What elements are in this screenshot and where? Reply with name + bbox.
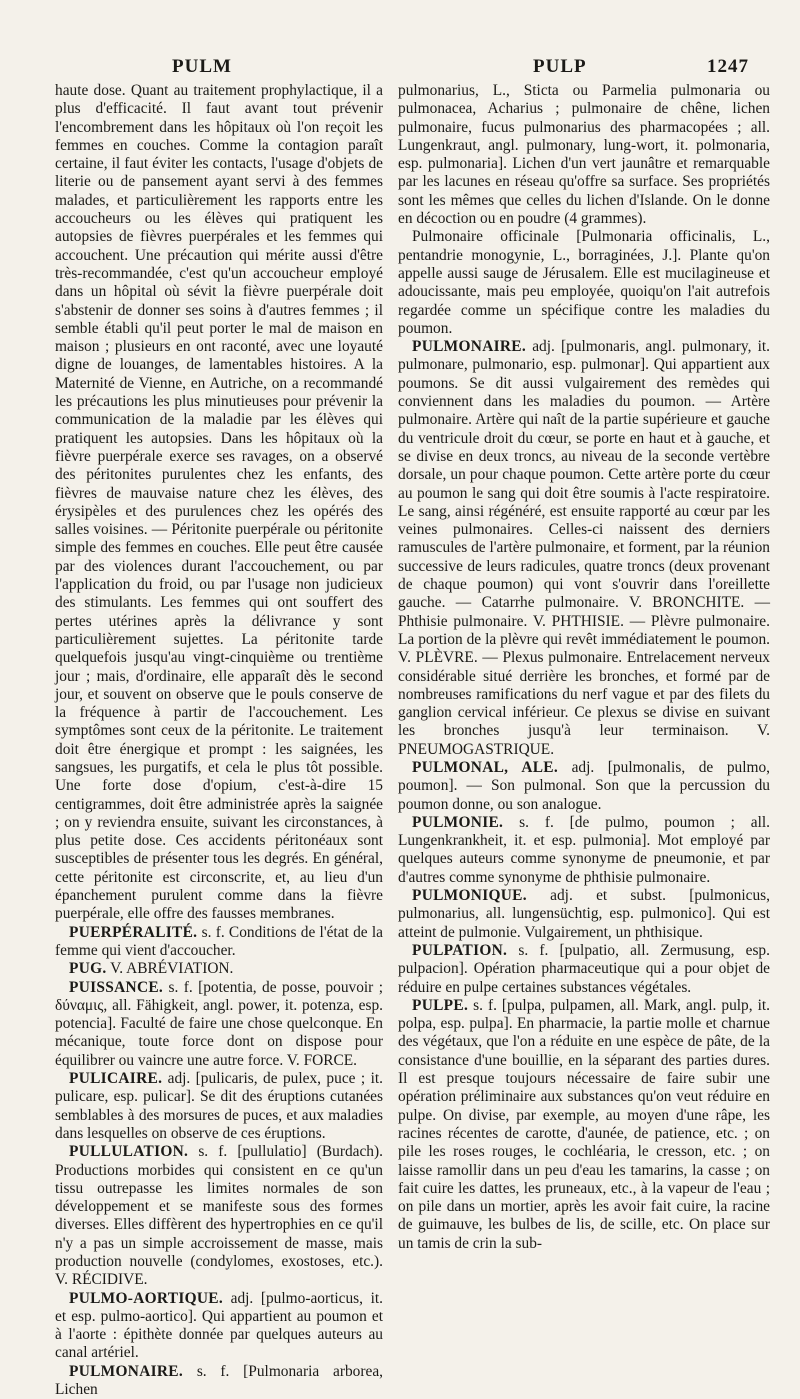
dictionary-entry <box>55 1143 383 1289</box>
entry-text: Pulmonaire officinale [Pulmonaria officinalis, L., pentandrie monogynie, L., borraginées, J.]. Plante qu'on appelle aussi sauge de Jérusalem. Elle est mucilagineuse et adoucissante, mais peu employée, quoiqu'on l'ait autrefois regardée comme un spécifique contre les maladies du poumon. <box>398 228 770 337</box>
dictionary-entry <box>398 814 770 887</box>
page-number: 1247 <box>707 56 749 77</box>
headword: PULICAIRE. <box>69 1070 163 1088</box>
headword: PULMONAIRE. <box>69 1362 184 1380</box>
headword: PULLULATION. <box>69 1143 189 1161</box>
entry-continuation <box>55 82 383 924</box>
entry-text: adj. [pulmonaris, angl. pulmonary, it. pulmonare, pulmonario, esp. pulmonar]. Qui appartient aux poumons. Se dit aussi vulgairement des remèdes qui conviennent dans les maladies du poumon. — Artère pulmonaire. Artère qui naît de la partie supérieure et gauche du ventricule droit du cœur, se porte en haut et à gauche, et se divise en deux troncs, au niveau de la seconde vertèbre dorsale, un pour chaque poumon. Cette artère porte du cœur au poumon le sang qui doit être soumis à l'acte respiratoire. Le sang, ainsi régénéré, est ensuite rapporté au cœur par les veines pulmonaires. Celles-ci naissent des derniers ramuscules de l'artère pulmonaire, et forment, par la réunion successive de leurs radicules, quatre troncs (deux provenant de chaque poumon) qui vont s'ouvrir dans l'oreillette gauche. — Catarrhe pulmonaire. V. BRONCHITE. — Phthisie pulmonaire. V. PHTHISIE. — Plèvre pulmonaire. La portion de la plèvre qui revêt immédiatement le poumon. V. PLÈVRE. — Plexus pulmonaire. Entrelacement nerveux considérable situé derrière les bronches, et formé par de nombreuses ramifications du nerf vague et par des filets du ganglion cervical inférieur. Ce plexus se divise en suivant les bronches jusqu'à leur terminaison. V. PNEUMOGASTRIQUE. <box>398 338 770 758</box>
headword: PULMONIQUE. <box>412 887 527 905</box>
running-header <box>0 48 800 78</box>
headword: PULMONAIRE. <box>412 338 527 356</box>
entry-text: s. f. [pullulatio] (Burdach). Productions morbides qui consistent en ce qu'un tissu outrepasse les limites normales de son développement et se manifeste sous des formes diverses. Elles diffèrent des hypertrophies en ce qu'il n'y a pas un simple accroissement de masse, mais production nouvelle (condylomes, exostoses, etc.). V. RÉCIDIVE. <box>55 1143 383 1289</box>
header-right-guideword: PULP <box>533 56 587 77</box>
dictionary-entry <box>55 1070 383 1143</box>
headword: PUERPÉRALITÉ. <box>69 923 198 941</box>
headword: PULPE. <box>412 996 469 1014</box>
dictionary-entry <box>55 1363 383 1399</box>
headword: PULMO-AORTIQUE. <box>69 1289 224 1307</box>
entry-text: adj. et subst. [pulmonicus, pulmonarius, all. lungensüchtig, esp. pulmonico]. Qui est atteint de pulmonie. Vulgairement, un phthisique. <box>398 887 770 941</box>
headword: PUG. <box>69 960 107 978</box>
entry-text: adj. [pulmonalis, de pulmo, poumon]. — Son pulmonal. Son que la percussion du poumon donne, ou son analogue. <box>398 758 770 813</box>
entry-text: s. f. [pulpa, pulpamen, all. Mark, angl. pulp, it. polpa, esp. pulpa]. En pharmacie, la partie molle et charnue des végétaux, que l'on a réduite en une espèce de pâte, de la consistance d'une bouillie, en la séparant des parties dures. Il est presque toujours nécessaire de faire subir une opération préliminaire aux substances qu'on veut réduire en pulpe. On divise, par exemple, au moyen d'une râpe, les racines récentes de carotte, d'aunée, de patience, etc. ; on pile les roses rouges, le cochléaria, le cresson, etc. ; on laisse ramollir dans un peu d'eau les tamarins, la casse ; on fait cuire les dattes, les pruneaux, etc., à la vapeur de l'eau ; on pile dans un mortier, après les avoir fait cuire, la racine de guimauve, les bulbes de lis, de scille, etc. On place sur un tamis de crin la sub- <box>398 996 770 1252</box>
entry-text: s. f. [Pulmonaria arborea, Lichen <box>55 1362 383 1399</box>
entry-text: s. f. Conditions de l'état de la femme qui vient d'accoucher. <box>55 923 383 959</box>
headword: PULMONAL, ALE. <box>412 758 559 776</box>
entry-text: s. f. [potentia, de posse, pouvoir ; δύναμις, all. Fähigkeit, angl. power, it. potenza, esp. potencia]. Faculté de faire une chose quelconque. En mécanique, toute force dont on dispose pour équilibrer ou vaincre une autre force. V. FORCE. <box>55 978 383 1069</box>
header-left-guideword: PULM <box>172 56 232 77</box>
right-column <box>398 82 770 1290</box>
entry-text: pulmonarius, L., Sticta ou Parmelia pulmonaria ou pulmonacea, Acharius ; pulmonaire de chêne, lichen pulmonaire, fucus pulmonarius des pharmacopées ; all. Lungenkraut, angl. pulmonary, lung-wort, it. polmonaria, esp. pulmonaria]. Lichen d'un vert jaunâtre et remarquable par les lacunes en réseau qu'offre sa surface. Ses propriétés sont les mêmes que celles du lichen d'Islande. On le donne en décoction ou en poudre (4 grammes). <box>398 82 770 228</box>
entry-text: s. f. [pulpatio, all. Zermusung, esp. pulpacion]. Opération pharmaceutique qui a pour objet de réduire en pulpe certaines substances végétales. <box>398 941 770 996</box>
dictionary-entry <box>55 924 383 961</box>
dictionary-entry <box>398 759 770 814</box>
entry-continuation <box>398 82 770 228</box>
headword: PULPATION. <box>412 941 508 959</box>
entry-text: haute dose. Quant au traitement prophylactique, il a plus d'efficacité. Il faut avant tout prévenir l'encombrement dans les hôpitaux où l'on reçoit les femmes en couches. Comme la contagion paraît certaine, il faut éviter les contacts, l'usage d'objets de literie ou de pansement ayant servi à des femmes malades, et particulièrement les rapports entre les accoucheurs ou les élèves qui pratiquent les autopsies de fièvres puerpérales et les femmes qui accouchent. Une précaution qui mérite aussi d'être très-recommandée, c'est qu'un accoucheur employé dans un hôpital où sévit la fièvre puerpérale doit s'abstenir de donner ses soins à d'autres femmes ; il semble établi qu'il peut porter le mal de maison en maison ; plusieurs en ont raconté, avec une loyauté digne de louanges, de lamentables histoires. A la Maternité de Vienne, en Autriche, on a recommandé les précautions les plus minutieuses pour prévenir la communication de la maladie par les élèves qui pratiquent les autopsies. Dans les hôpitaux où la fièvre puerpérale exerce ses ravages, on a observé des péritonites purulentes chez les enfants, des fièvres de mauvaise nature chez les élèves, des érysipèles et des purulences chez les opérés des salles voisines. — Péritonite puerpérale ou péritonite simple des femmes en couches. Elle peut être causée par des violences durant l'accouchement, ou par l'application du froid, ou par l'usage non judicieux des stimulants. Les femmes qui ont souffert des pertes utérines après la délivrance y sont particulièrement sujettes. La péritonite tarde quelquefois jusqu'au vingt-cinquième ou trentième jour ; mais, d'ordinaire, elle apparaît dès le second jour, et souvent on observe que le pouls conserve de la fréquence à partir de l'accouchement. Les symptômes sont ceux de la péritonite. Le traitement doit être énergique et prompt : les saignées, les sangsues, les purgatifs, et cela le plus tôt possible. Une forte dose d'opium, c'est-à-dire 15 centigrammes, doit être administrée après la saignée ; on y reviendra ensuite, suivant les circonstances, à plus petite dose. Ces accidents péritonéaux sont susceptibles de présenter tous les degrés. En général, cette péritonite est circonscrite, et, au lieu d'un épanchement purulent comme dans la fièvre puerpérale, elle offre des fausses membranes. <box>55 82 383 923</box>
dictionary-entry <box>398 942 770 997</box>
headword: PULMONIE. <box>412 813 504 831</box>
dictionary-entry <box>398 887 770 942</box>
entry-text: s. f. [de pulmo, poumon ; all. Lungenkrankheit, it. et esp. pulmonia]. Mot employé par quelques auteurs comme synonyme de pneumonie, et par d'autres comme synonyme de phthisie pulmonaire. <box>398 813 770 886</box>
entry-text: V. ABRÉVIATION. <box>110 960 234 978</box>
dictionary-entry <box>55 960 383 978</box>
left-column <box>55 82 383 1399</box>
dictionary-subentry <box>398 228 770 338</box>
dictionary-entry <box>398 997 770 1253</box>
dictionary-entry <box>55 979 383 1070</box>
dictionary-entry <box>398 338 770 759</box>
entry-text: adj. [pulmo-aorticus, it. et esp. pulmo-aortico]. Qui appartient au poumon et à l'aorte : épithète donnée par quelques auteurs au canal artériel. <box>55 1289 383 1362</box>
entry-text: adj. [pulicaris, de pulex, puce ; it. pulicare, esp. pulicar]. Se dit des éruptions cutanées semblables à des morsures de puces, et aux maladies dans lesquelles on observe de ces éruptions. <box>55 1070 383 1142</box>
dictionary-entry <box>55 1290 383 1363</box>
headword: PUISSANCE. <box>69 978 164 996</box>
